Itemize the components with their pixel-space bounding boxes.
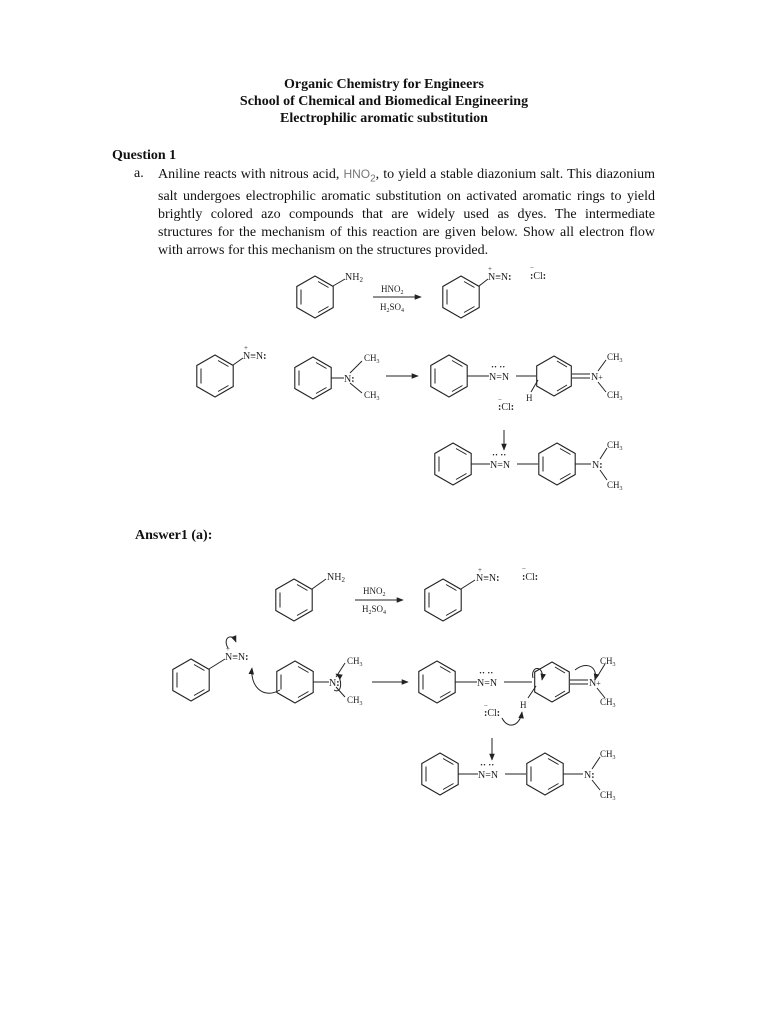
svg-text:H: H <box>526 393 533 403</box>
answer-dimethylaniline-ring <box>277 661 313 703</box>
question-text-start: Aniline reacts with nitrous acid, <box>158 167 340 182</box>
svg-text:CH3: $CH_3$ <box>600 749 616 761</box>
svg-text:N:: N: <box>329 678 340 689</box>
svg-text::Cl:: :Cl: <box>522 572 539 583</box>
svg-text:N=N: N=N <box>490 460 511 471</box>
svg-text:CH3: $CH_3$ <box>607 352 623 364</box>
svg-text:N=N: N=N <box>478 770 499 781</box>
svg-text:+: + <box>478 566 482 574</box>
svg-text:H2SO4: $H_2SO_4$ <box>362 604 387 616</box>
chloride-ion: :Cl: <box>530 271 547 282</box>
answer-step1 <box>276 565 538 621</box>
curved-arrow-attack <box>252 668 280 693</box>
question-product <box>435 430 623 492</box>
svg-text:N+: N+ <box>589 678 601 689</box>
topic-title: Electrophilic aromatic substitution <box>280 111 488 126</box>
svg-text:·· ··: ·· ·· <box>491 362 506 372</box>
svg-text:+: + <box>244 344 248 352</box>
svg-text:N:: N: <box>592 460 603 471</box>
svg-text:CH3: $CH_3$ <box>607 440 623 452</box>
sigma-complex-ring <box>537 356 572 396</box>
chloride-ion-2: :Cl: <box>498 402 515 413</box>
answer-product-phenyl <box>422 753 458 795</box>
answer-product <box>422 738 616 802</box>
svg-text:CH3: $CH_3$ <box>600 790 616 802</box>
answer-title: Answer1 (a): <box>135 528 213 543</box>
answer-product-aryl <box>527 753 563 795</box>
answer-aniline-ring <box>276 579 312 621</box>
question-step1 <box>297 264 546 318</box>
answer-step2 <box>173 637 616 725</box>
nitrous-acid-formula: $HNO_2$ <box>343 167 376 185</box>
svg-text:H: H <box>520 700 527 710</box>
answer-diazonium-ring <box>425 579 461 621</box>
svg-text:−: − <box>522 565 526 573</box>
question-title: Question 1 <box>112 148 177 163</box>
svg-text:CH3: $CH_3$ <box>364 390 380 402</box>
svg-text:·· ··: ·· ·· <box>492 450 507 460</box>
svg-text:−: − <box>498 396 502 404</box>
svg-text:CH3: $CH_3$ <box>600 656 616 668</box>
svg-text:CH3: $CH_3$ <box>347 695 363 707</box>
question-step2 <box>197 344 623 413</box>
svg-text:N=N: N=N <box>477 678 498 689</box>
product-aryl <box>539 443 575 485</box>
svg-text:NH2: $NH_2$ <box>327 572 345 584</box>
aniline-ring <box>297 276 333 318</box>
plus-charge: + <box>488 265 492 273</box>
curved-arrow-chloride <box>502 712 522 725</box>
svg-text:·· ··: ·· ·· <box>479 668 494 678</box>
svg-text:N≡N:: N≡N: <box>476 573 500 584</box>
answer-sigma-complex <box>535 662 570 702</box>
svg-text:N≡N:: N≡N: <box>243 351 267 362</box>
svg-text:−: − <box>484 702 488 710</box>
svg-text:N+: N+ <box>591 372 603 383</box>
answer-diazonium-ring-2 <box>173 659 209 701</box>
intermediate-phenyl <box>431 355 467 397</box>
question-text-rest: , to yield a stable diazonium salt. This diazonium salt undergoes electrophilic aromatic substitution on activated aromatic rings to yield brightly colored azo compounds that are widely used as dyes. The intermediate structures for the mechanism of this reaction are given below. Show all electron flow with arrows for this mechanism on the structures provided. <box>158 167 656 259</box>
svg-text:N≡N:: N≡N: <box>225 652 249 663</box>
svg-text:N=N: N=N <box>489 372 510 383</box>
diazonium-group: N≡N: <box>488 272 512 283</box>
item-label: a. <box>134 166 144 181</box>
svg-text::Cl:: :Cl: <box>484 708 501 719</box>
course-title: Organic Chemistry for Engineers <box>284 77 484 92</box>
dimethylaniline-ring <box>295 357 331 399</box>
svg-text:CH3: $CH_3$ <box>347 656 363 668</box>
diazonium-ring <box>443 276 479 318</box>
svg-text:+: + <box>226 645 230 653</box>
nh2-label: $NH_2$ <box>345 272 363 284</box>
svg-text:CH3: $CH_3$ <box>607 480 623 492</box>
svg-text:CH3: $CH_3$ <box>600 697 616 709</box>
svg-text:N:: N: <box>344 374 355 385</box>
minus-charge: − <box>530 264 534 272</box>
h2so4-reagent: $H_2SO_4$ <box>380 302 405 314</box>
answer-intermediate-phenyl <box>419 661 455 703</box>
svg-text:·· ··: ·· ·· <box>480 760 495 770</box>
svg-text:CH3: $CH_3$ <box>364 353 380 365</box>
svg-text:N:: N: <box>584 770 595 781</box>
curved-arrow-diazonium <box>226 637 236 648</box>
svg-text:CH3: $CH_3$ <box>607 390 623 402</box>
product-phenyl <box>435 443 471 485</box>
diazonium-ring-2 <box>197 355 233 397</box>
school-name: School of Chemical and Biomedical Engineering <box>239 94 529 109</box>
hno2-reagent: $HNO_2$ <box>381 284 404 296</box>
svg-text:HNO2: $HNO_2$ <box>363 586 386 598</box>
